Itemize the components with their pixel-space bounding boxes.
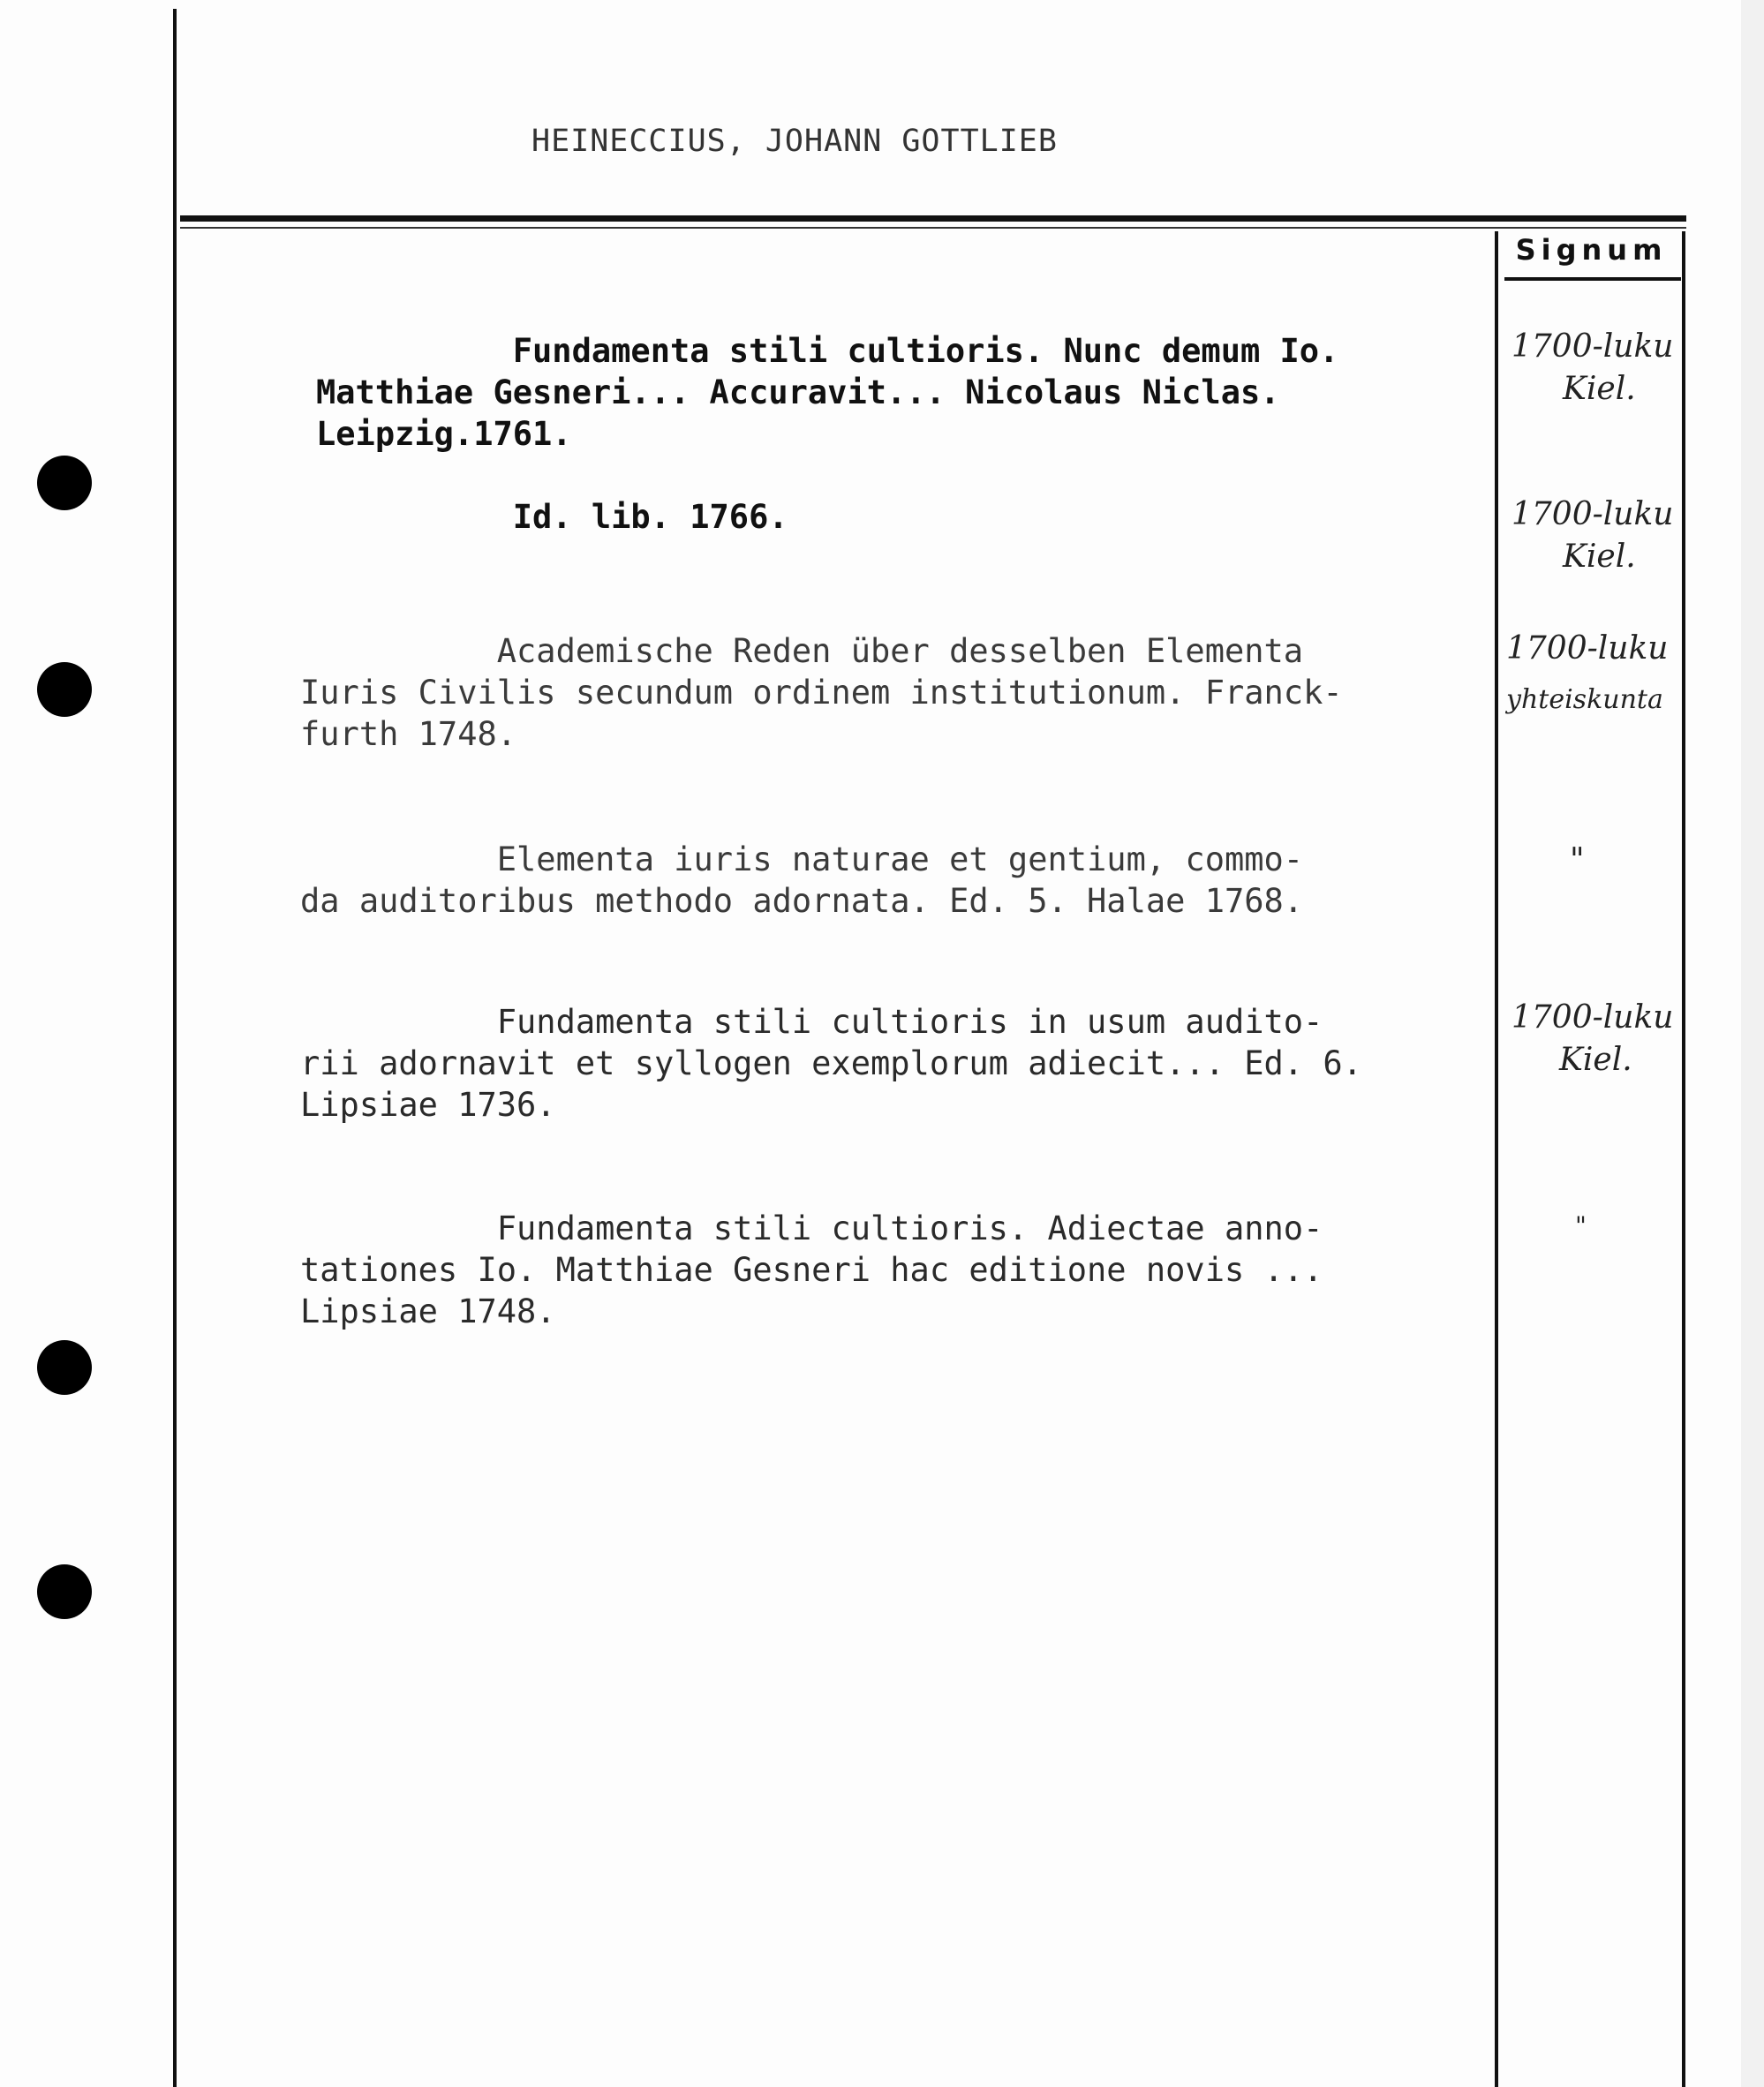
entry-line: Fundamenta stili cultioris in usum audito- (300, 1003, 1323, 1041)
author-heading: HEINECCIUS, JOHANN GOTTLIEB (531, 124, 1058, 159)
header-rule-thin (180, 227, 1686, 229)
entry-line: Lipsiae 1748. (300, 1292, 556, 1330)
catalog-entry (300, 1001, 1501, 1126)
catalog-entry (300, 1208, 1501, 1332)
entry-line: Leipzig.1761. (316, 415, 572, 453)
signum-column-right-border (1682, 231, 1685, 2087)
punch-hole (37, 1340, 92, 1395)
entry-line: furth 1748. (300, 715, 517, 753)
entry-line: rii adornavit et syllogen exemplorum adiecit... Ed. 6. (300, 1044, 1362, 1082)
signum-handwritten-line: Kiel. (1563, 371, 1636, 407)
entry-line: Academische Reden über desselben Elementa (300, 632, 1304, 670)
header-rule-thick (180, 215, 1686, 222)
entry-line: Fundamenta stili cultioris. Adiectae anno- (300, 1209, 1323, 1247)
signum-handwritten-line: Kiel. (1563, 539, 1636, 575)
signum-column-header: Signum (1515, 233, 1668, 267)
entry-line: da auditoribus methodo adornata. Ed. 5. Halae 1768. (300, 882, 1304, 920)
punch-hole (37, 1564, 92, 1619)
signum-handwritten-line: 1700-luku (1511, 999, 1674, 1036)
left-margin-line (173, 9, 177, 2087)
card-edge-shadow (1741, 0, 1764, 2087)
entry-line: Elementa iuris naturae et gentium, commo- (300, 840, 1304, 878)
entry-line: Matthiae Gesneri... Accuravit... Nicolaus Niclas. (316, 373, 1280, 411)
signum-handwritten-line: Kiel. (1559, 1042, 1632, 1078)
catalog-entry (316, 496, 1517, 538)
signum-ditto-mark: " (1575, 1211, 1587, 1240)
entry-line: Fundamenta stili cultioris. Nunc demum Io. (316, 332, 1339, 370)
punch-hole (37, 662, 92, 717)
entry-line: Id. lib. 1766. (316, 498, 788, 536)
entry-line: tationes Io. Matthiae Gesneri hac editione novis ... (300, 1251, 1323, 1289)
signum-ditto-mark: " (1570, 842, 1585, 878)
catalog-entry (300, 839, 1501, 922)
entry-line: Iuris Civilis secundum ordinem institutionum. Franck- (300, 674, 1343, 712)
catalog-entry (300, 630, 1501, 755)
signum-handwritten-line: yhteiskunta (1506, 684, 1663, 715)
signum-handwritten-line: 1700-luku (1511, 328, 1674, 365)
punch-hole (37, 456, 92, 510)
entry-line: Lipsiae 1736. (300, 1086, 556, 1124)
signum-handwritten-line: 1700-luku (1511, 496, 1674, 532)
signum-handwritten-line: 1700-luku (1506, 630, 1669, 667)
catalog-entry (316, 330, 1517, 455)
signum-header-underline (1504, 277, 1681, 281)
